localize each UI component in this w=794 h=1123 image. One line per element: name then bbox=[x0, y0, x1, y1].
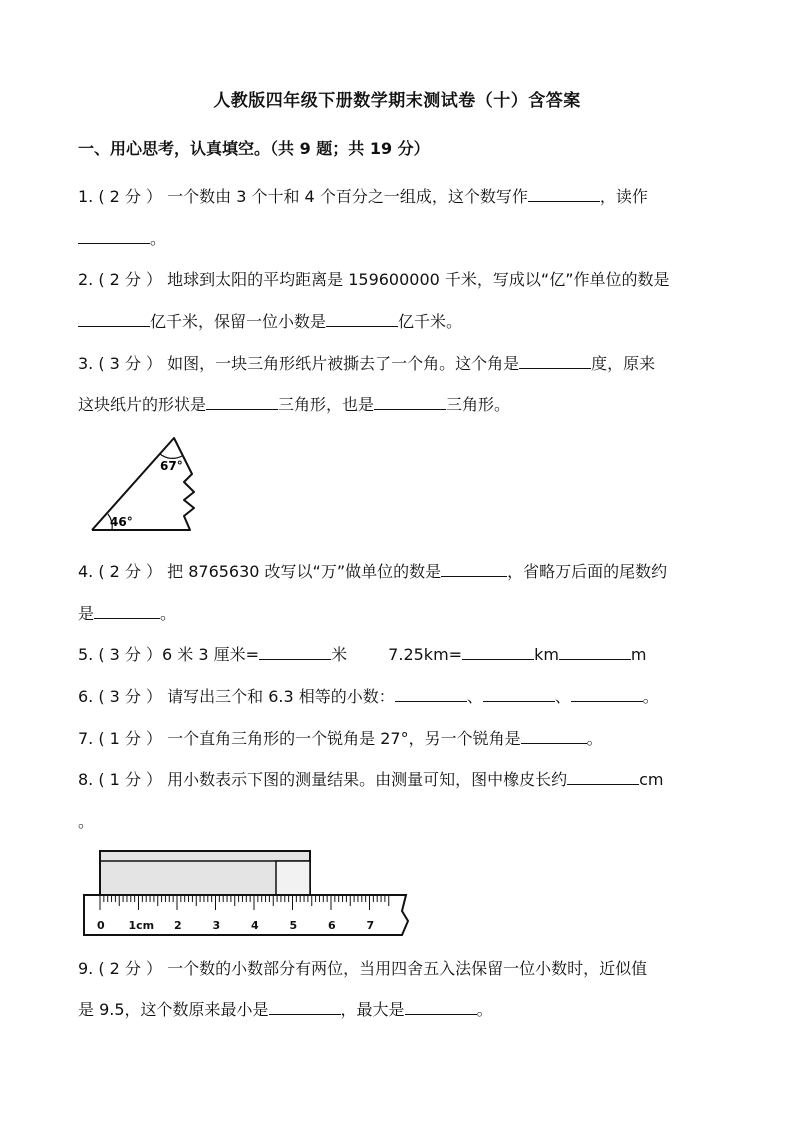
question-7-text: 7. ( 1 分 ） 一个直角三角形的一个锐角是 27°，另一个锐角是 bbox=[78, 729, 521, 748]
ruler bbox=[84, 895, 408, 935]
question-2-line-2 bbox=[78, 311, 728, 333]
ruler-label: 7 bbox=[366, 919, 375, 932]
question-9-text: 9. ( 2 分 ） 一个数的小数部分有两位，当用四舍五入法保留一位小数时，近似值 bbox=[78, 959, 648, 978]
answer-blank[interactable] bbox=[462, 645, 534, 660]
question-6-line bbox=[78, 686, 728, 708]
question-4-text-b: ，省略万后面的尾数约 bbox=[507, 562, 668, 581]
question-6-text: 6. ( 3 分 ） 请写出三个和 6.3 相等的小数： bbox=[78, 687, 395, 706]
question-9-line-1 bbox=[78, 958, 728, 980]
question-2-line-1 bbox=[78, 269, 728, 291]
ruler-label: 6 bbox=[328, 919, 336, 932]
question-8-unit: cm bbox=[639, 770, 664, 789]
question-1-line-2 bbox=[78, 228, 728, 250]
answer-blank[interactable] bbox=[521, 729, 587, 744]
ruler-label: 4 bbox=[251, 919, 259, 932]
question-3-text-c: 这块纸片的形状是 bbox=[78, 395, 207, 414]
question-4-line-2 bbox=[78, 603, 728, 625]
question-5-text-c: 7.25km= bbox=[388, 645, 463, 664]
separator: 、 bbox=[466, 687, 483, 706]
question-8-line-2 bbox=[78, 811, 728, 833]
answer-blank[interactable] bbox=[94, 604, 160, 619]
answer-blank[interactable] bbox=[206, 395, 278, 410]
question-8-end: 。 bbox=[78, 812, 95, 831]
question-5-unit-km: km bbox=[534, 645, 559, 664]
question-3-text: 3. ( 3 分 ） 如图，一块三角形纸片被撕去了一个角。这个角是 bbox=[78, 354, 520, 373]
answer-blank[interactable] bbox=[559, 645, 631, 660]
question-8-text: 8. ( 1 分 ） 用小数表示下图的测量结果。由测量可知，图中橡皮长约 bbox=[78, 770, 568, 789]
angle-label-top: 67° bbox=[160, 459, 183, 473]
answer-blank[interactable] bbox=[571, 687, 643, 702]
question-4-text-c: 是 bbox=[78, 604, 95, 623]
question-3-text-b: 度，原来 bbox=[591, 354, 656, 373]
question-6-end: 。 bbox=[642, 687, 659, 706]
ruler-label: 2 bbox=[174, 919, 182, 932]
question-3-line-1 bbox=[78, 353, 728, 375]
answer-blank[interactable] bbox=[405, 1000, 477, 1015]
answer-blank[interactable] bbox=[519, 354, 591, 369]
ruler-label: 1cm bbox=[128, 919, 155, 932]
question-1-text-b: ，读作 bbox=[599, 187, 648, 206]
question-2-text-b: 亿千米，保留一位小数是 bbox=[150, 312, 327, 331]
answer-blank[interactable] bbox=[374, 395, 446, 410]
question-1-text: 1. ( 2 分 ） 一个数由 3 个十和 4 个百分之一组成，这个数写作 bbox=[78, 187, 528, 206]
question-1-end: 。 bbox=[150, 229, 167, 248]
answer-blank[interactable] bbox=[567, 770, 639, 785]
question-2-end: 亿千米。 bbox=[398, 312, 463, 331]
question-9-text-c: ，最大是 bbox=[340, 1000, 405, 1019]
question-5-line bbox=[78, 644, 728, 666]
question-5-text: 5. ( 3 分 ）6 米 3 厘米= bbox=[78, 645, 260, 664]
question-5-unit-m: 米 bbox=[331, 645, 348, 664]
question-4-end: 。 bbox=[160, 604, 177, 623]
torn-triangle-figure bbox=[86, 432, 216, 536]
question-4-text: 4. ( 2 分 ） 把 8765630 改写以“万”做单位的数是 bbox=[78, 562, 442, 581]
answer-blank[interactable] bbox=[78, 229, 150, 244]
question-7-line bbox=[78, 728, 728, 750]
question-9-line-2 bbox=[78, 999, 728, 1021]
answer-blank[interactable] bbox=[259, 645, 331, 660]
page-title: 人教版四年级下册数学期末测试卷（十）含答案 bbox=[213, 91, 581, 111]
question-9-text-b: 是 9.5，这个数原来最小是 bbox=[78, 1000, 269, 1019]
answer-blank[interactable] bbox=[441, 562, 507, 577]
question-7-end: 。 bbox=[586, 729, 603, 748]
ruler-label: 0 bbox=[97, 919, 105, 932]
answer-blank[interactable] bbox=[528, 187, 600, 202]
section-heading: 一、用心思考，认真填空。（共 9 题；共 19 分） bbox=[78, 139, 430, 158]
question-8-line-1 bbox=[78, 769, 728, 791]
question-5-unit-m2: m bbox=[630, 645, 647, 664]
answer-blank[interactable] bbox=[483, 687, 555, 702]
question-2-text: 2. ( 2 分 ） 地球到太阳的平均距离是 159600000 千米，写成以“亿”作单位的数是 bbox=[78, 270, 670, 289]
ruler-label: 3 bbox=[212, 919, 221, 932]
answer-blank[interactable] bbox=[78, 312, 150, 327]
question-4-line-1 bbox=[78, 561, 728, 583]
answer-blank[interactable] bbox=[326, 312, 398, 327]
question-3-end: 三角形。 bbox=[446, 395, 511, 414]
ruler-eraser-figure bbox=[80, 845, 420, 937]
separator: 、 bbox=[554, 687, 571, 706]
question-9-end: 。 bbox=[476, 1000, 493, 1019]
eraser bbox=[100, 851, 310, 895]
answer-blank[interactable] bbox=[395, 687, 467, 702]
question-3-line-2 bbox=[78, 394, 728, 416]
ruler-label: 5 bbox=[289, 919, 298, 932]
question-1-line-1 bbox=[78, 186, 728, 208]
question-3-text-d: 三角形，也是 bbox=[278, 395, 375, 414]
answer-blank[interactable] bbox=[269, 1000, 341, 1015]
angle-label-left: 46° bbox=[110, 515, 133, 529]
